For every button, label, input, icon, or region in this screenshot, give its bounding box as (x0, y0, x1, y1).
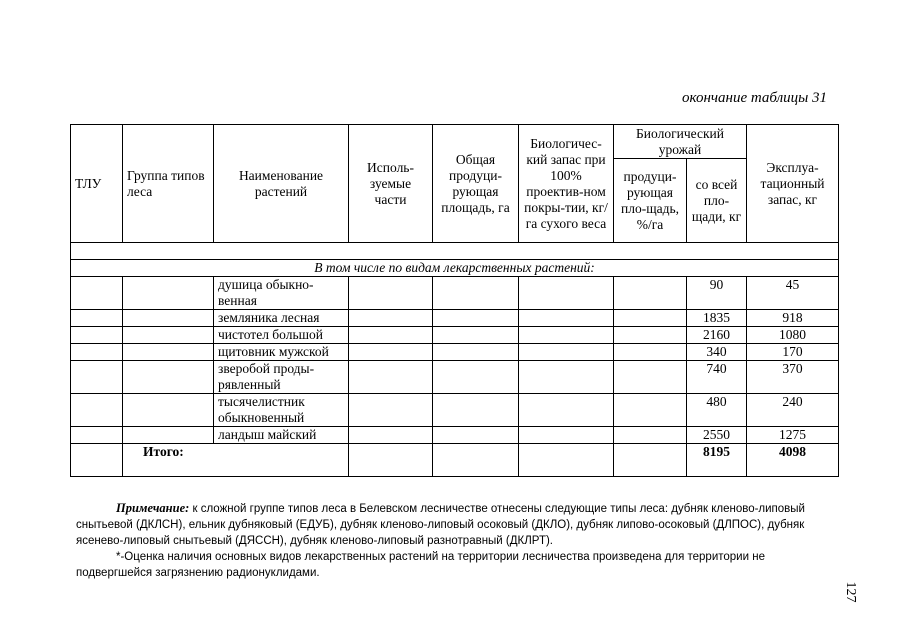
page-number: 127 (843, 581, 858, 603)
all-area-value: 2160 (687, 327, 747, 344)
plant-name: зверобой проды-рявленный (214, 361, 349, 394)
all-area-value: 1835 (687, 310, 747, 327)
total-expl: 4098 (747, 444, 839, 477)
subheading: В том числе по видам лекарственных растений: (71, 260, 839, 277)
plant-name: душица обыкно-венная (214, 277, 349, 310)
header-tlu: ТЛУ (71, 125, 123, 243)
note-text: к сложной группе типов леса в Белевском лесничестве отнесены следующие типы леса: дубняк кленово-липовый снытьевой (ДКЛСН), ельник дубняковый (ЕДУБ), дубняк кленово-липовый осоковый (ДКЛО), дубняк липово-осоковый (ДЛПОС), дубняк ясенево-липовый снытьевый (ДЯССН), дубняк кленово-липовый разнотравный (ДКЛРТ). (76, 503, 805, 547)
table-row (71, 344, 839, 361)
total-label: Итого: (123, 444, 349, 477)
header-all-area: со всей пло-щади, кг (687, 159, 747, 243)
plant-name: земляника лесная (214, 310, 349, 327)
table-row (71, 327, 839, 344)
all-area-value: 90 (687, 277, 747, 310)
header-group: Группа типов леса (123, 125, 214, 243)
expl-value: 170 (747, 344, 839, 361)
header-bio-yield: Биологический урожай (614, 125, 747, 159)
expl-value: 918 (747, 310, 839, 327)
table-row (71, 361, 839, 394)
table-note (76, 500, 836, 581)
total-all-area: 8195 (687, 444, 747, 477)
expl-value: 240 (747, 394, 839, 427)
plant-name: щитовник мужской (214, 344, 349, 361)
header-expl: Эксплуа-тационный запас, кг (747, 125, 839, 243)
all-area-value: 2550 (687, 427, 747, 444)
all-area-value: 740 (687, 361, 747, 394)
header-area: Общая продуци-рующая площадь, га (433, 125, 519, 243)
note-text-2: *-Оценка наличия основных видов лекарственных растений на территории лесничества произведена для территории не подвергшейся загрязнению радионуклидами. (76, 551, 765, 579)
header-bio-stock: Биологичес-кий запас при 100% проектив-ном покры-тии, кг/га сухого веса (519, 125, 614, 243)
expl-value: 1080 (747, 327, 839, 344)
header-name: Наименование растений (214, 125, 349, 243)
empty-row (71, 243, 839, 260)
all-area-value: 340 (687, 344, 747, 361)
plant-name: чистотел большой (214, 327, 349, 344)
header-used-parts: Исполь-зуемые части (349, 125, 433, 243)
table-row (71, 277, 839, 310)
header-prod-area: продуци-рующая пло-щадь, %/га (614, 159, 687, 243)
all-area-value: 480 (687, 394, 747, 427)
expl-value: 1275 (747, 427, 839, 444)
expl-value: 370 (747, 361, 839, 394)
total-row (71, 444, 839, 477)
table-row (71, 394, 839, 427)
table-row (71, 427, 839, 444)
plants-table (70, 124, 839, 477)
plant-name: ландыш майский (214, 427, 349, 444)
expl-value: 45 (747, 277, 839, 310)
plant-name: тысячелистник обыкновенный (214, 394, 349, 427)
table-continuation-caption: окончание таблицы 31 (682, 90, 828, 106)
table-row (71, 310, 839, 327)
note-title: Примечание: (116, 501, 190, 515)
